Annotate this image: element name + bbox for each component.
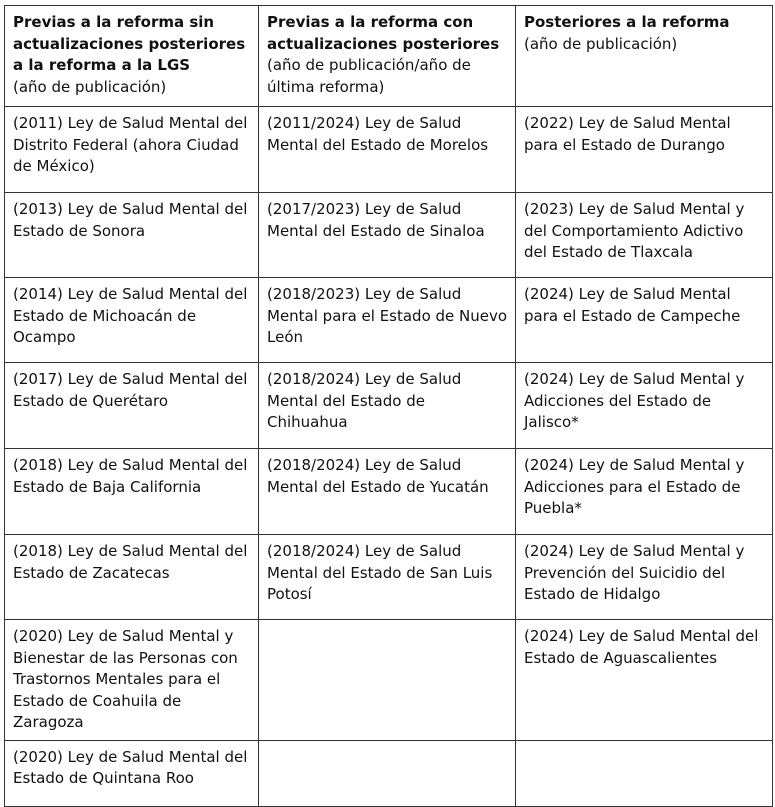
table-row bbox=[5, 363, 773, 449]
table-cell: (2020) Ley de Salud Mental del Estado de Quintana Roo bbox=[5, 740, 259, 806]
column-header-subtitle: (año de publicación) bbox=[524, 34, 678, 53]
table-cell bbox=[259, 740, 516, 806]
table-row bbox=[5, 107, 773, 193]
column-header-title: Posteriores a la reforma bbox=[524, 13, 730, 31]
column-header-title: Previas a la reforma con actualizaciones posteriores bbox=[267, 13, 500, 53]
column-header-post-reform bbox=[516, 6, 773, 107]
table-row bbox=[5, 193, 773, 278]
table-cell: (2017) Ley de Salud Mental del Estado de Querétaro bbox=[5, 363, 259, 449]
table-cell: (2018/2023) Ley de Salud Mental para el Estado de Nuevo León bbox=[259, 278, 516, 363]
table-row bbox=[5, 740, 773, 806]
column-header-title: Previas a la reforma sin actualizaciones posteriores a la reforma a la LGS bbox=[13, 13, 246, 74]
table-cell: (2014) Ley de Salud Mental del Estado de Michoacán de Ocampo bbox=[5, 278, 259, 363]
table-cell: (2018/2024) Ley de Salud Mental del Estado de San Luis Potosí bbox=[259, 535, 516, 620]
column-header-pre-reform-with-updates bbox=[259, 6, 516, 107]
table-cell: (2020) Ley de Salud Mental y Bienestar de las Personas con Trastornos Mentales para el Estado de Coahuila de Zaragoza bbox=[5, 620, 259, 741]
column-header-subtitle: (año de publicación) bbox=[13, 77, 167, 96]
table-row bbox=[5, 620, 773, 741]
column-header-pre-reform-no-updates bbox=[5, 6, 259, 107]
table-cell: (2024) Ley de Salud Mental y Adicciones del Estado de Jalisco* bbox=[516, 363, 773, 449]
table-cell bbox=[516, 740, 773, 806]
table-row bbox=[5, 278, 773, 363]
table-cell: (2013) Ley de Salud Mental del Estado de Sonora bbox=[5, 193, 259, 278]
table-cell: (2024) Ley de Salud Mental y Adicciones para el Estado de Puebla* bbox=[516, 449, 773, 535]
header-row bbox=[5, 6, 773, 107]
table-row bbox=[5, 535, 773, 620]
table-cell: (2018/2024) Ley de Salud Mental del Estado de Chihuahua bbox=[259, 363, 516, 449]
table-cell: (2011/2024) Ley de Salud Mental del Estado de Morelos bbox=[259, 107, 516, 193]
table-cell: (2023) Ley de Salud Mental y del Comportamiento Adictivo del Estado de Tlaxcala bbox=[516, 193, 773, 278]
table-cell: (2024) Ley de Salud Mental del Estado de Aguascalientes bbox=[516, 620, 773, 741]
table-row bbox=[5, 449, 773, 535]
laws-table bbox=[4, 5, 773, 807]
column-header-subtitle: (año de publicación/año de última reforma) bbox=[267, 56, 471, 96]
table-cell: (2018/2024) Ley de Salud Mental del Estado de Yucatán bbox=[259, 449, 516, 535]
table-cell: (2024) Ley de Salud Mental y Prevención del Suicidio del Estado de Hidalgo bbox=[516, 535, 773, 620]
table-cell: (2024) Ley de Salud Mental para el Estado de Campeche bbox=[516, 278, 773, 363]
table-cell: (2022) Ley de Salud Mental para el Estado de Durango bbox=[516, 107, 773, 193]
table-cell: (2017/2023) Ley de Salud Mental del Estado de Sinaloa bbox=[259, 193, 516, 278]
table-cell: (2018) Ley de Salud Mental del Estado de Baja California bbox=[5, 449, 259, 535]
table-cell: (2018) Ley de Salud Mental del Estado de Zacatecas bbox=[5, 535, 259, 620]
table-cell bbox=[259, 620, 516, 741]
table-cell: (2011) Ley de Salud Mental del Distrito Federal (ahora Ciudad de México) bbox=[5, 107, 259, 193]
